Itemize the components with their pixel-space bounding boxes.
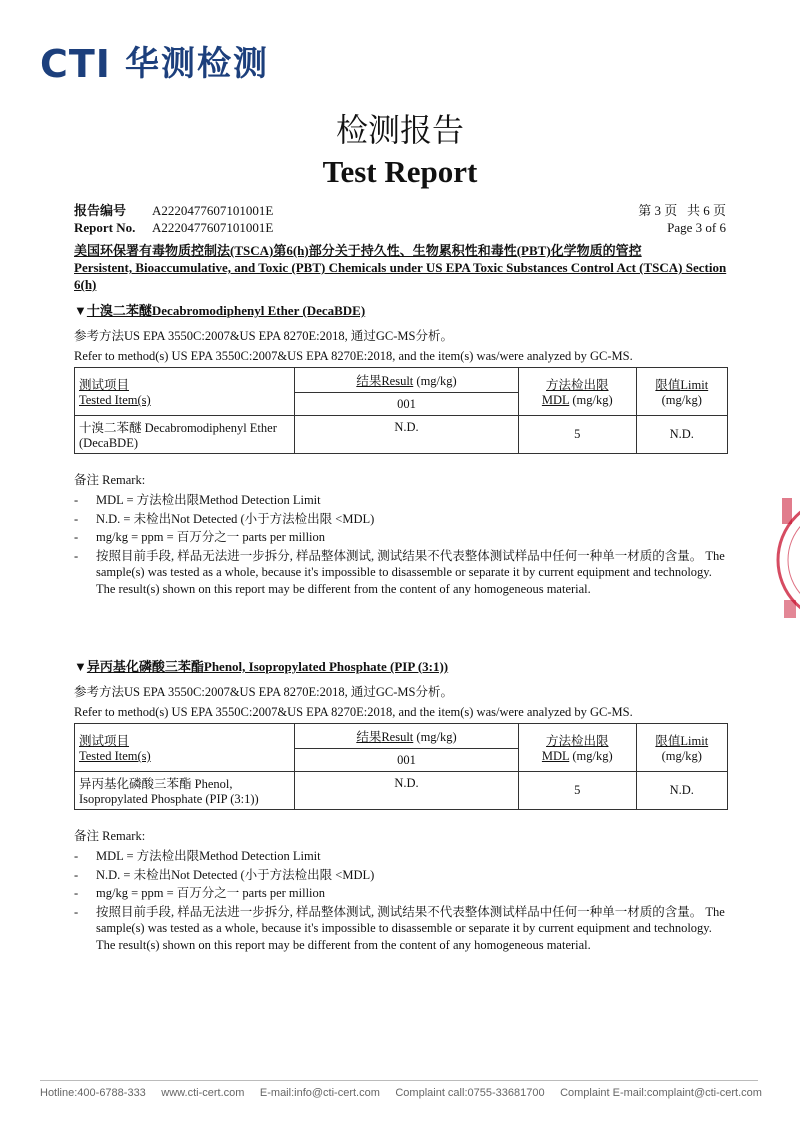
table-row bbox=[75, 772, 728, 810]
remark-label: 备注 Remark: bbox=[74, 829, 146, 843]
logo-latin: CTI bbox=[40, 42, 111, 86]
result-table bbox=[74, 367, 728, 454]
footer-divider bbox=[40, 1080, 758, 1081]
remark-list bbox=[74, 492, 728, 597]
method-en: Refer to method(s) US EPA 3550C:2007&US EPA 8270E:2018, and the item(s) was/were analyzed by GC-MS. bbox=[74, 705, 633, 719]
footer-complaint-call: Complaint call:0755-33681700 bbox=[395, 1087, 545, 1099]
list-item: - MDL = 方法检出限Method Detection Limit bbox=[74, 849, 321, 863]
method-cn: 参考方法US EPA 3550C:2007&US EPA 8270E:2018, 通过GC-MS分析。 bbox=[74, 329, 453, 343]
seal-stamp-icon bbox=[770, 490, 800, 630]
col-mdl: 方法检出限 MDL (mg/kg) bbox=[519, 368, 637, 416]
col-tested-item: 测试项目 Tested Item(s) bbox=[75, 724, 295, 772]
sample-id: 001 bbox=[295, 749, 519, 772]
row-item: 十溴二苯醚 Decabromodiphenyl Ether (DecaBDE) bbox=[75, 416, 295, 454]
list-item: - N.D. = 未检出Not Detected (小于方法检出限 <MDL) bbox=[74, 867, 375, 882]
test-heading bbox=[74, 302, 728, 320]
triangle-icon: ▼ bbox=[74, 303, 87, 318]
method-cn: 参考方法US EPA 3550C:2007&US EPA 8270E:2018, 通过GC-MS分析。 bbox=[74, 685, 453, 699]
test-heading-cn: 十溴二苯醚 bbox=[86, 303, 152, 318]
sample-id: 001 bbox=[295, 393, 519, 416]
report-no-label-cn: 报告编号 bbox=[74, 203, 127, 218]
table-row bbox=[75, 416, 728, 454]
section-title-cn: 美国环保署有毒物质控制法(TSCA)第6(h)部分关于持久性、生物累积性和毒性(PBT)化学物质的管控 bbox=[74, 243, 642, 258]
remark-list bbox=[74, 848, 728, 953]
test-heading-en: Decabromodiphenyl Ether (DecaBDE) bbox=[151, 303, 366, 318]
company-logo bbox=[40, 42, 269, 86]
list-item: - mg/kg = ppm = 百万分之一 parts per million bbox=[74, 886, 326, 900]
report-title-cn: 检测报告 bbox=[335, 111, 464, 149]
report-no-value: A2220477607101001E bbox=[152, 203, 274, 218]
report-number-block bbox=[74, 202, 273, 236]
logo-chinese: 华测检测 bbox=[124, 44, 269, 84]
col-result: 结果Result (mg/kg) bbox=[295, 724, 519, 749]
report-no-value-en: A2220477607101001E bbox=[152, 220, 274, 235]
list-item: - N.D. = 未检出Not Detected (小于方法检出限 <MDL) bbox=[74, 511, 375, 526]
col-limit: 限值Limit (mg/kg) bbox=[636, 724, 727, 772]
footer-website[interactable]: www.cti-cert.com bbox=[161, 1087, 245, 1099]
footer-email[interactable]: E-mail:info@cti-cert.com bbox=[259, 1087, 380, 1099]
report-title-en: Test Report bbox=[322, 154, 478, 189]
page-indicator-en: Page 3 of 6 bbox=[667, 220, 726, 235]
row-limit: N.D. bbox=[636, 416, 727, 454]
col-result: 结果Result (mg/kg) bbox=[295, 368, 519, 393]
test-heading-cn: 异丙基化磷酸三苯酯 bbox=[86, 659, 204, 674]
row-mdl: 5 bbox=[519, 416, 637, 454]
test-heading-en: Phenol, Isopropylated Phosphate (PIP (3:1)) bbox=[203, 659, 449, 674]
report-no-label-en: Report No. bbox=[74, 220, 136, 235]
row-result: N.D. bbox=[295, 772, 519, 810]
result-table bbox=[74, 723, 728, 810]
page-indicator-cn: 第 3 页 共 6 页 bbox=[638, 203, 726, 218]
list-item: - MDL = 方法检出限Method Detection Limit bbox=[74, 493, 321, 507]
row-result: N.D. bbox=[295, 416, 519, 454]
section-title bbox=[74, 242, 730, 293]
test-block-pip bbox=[74, 658, 728, 955]
footer-hotline: Hotline:400-6788-333 bbox=[40, 1087, 146, 1099]
row-mdl: 5 bbox=[519, 772, 637, 810]
footer bbox=[40, 1087, 762, 1099]
triangle-icon: ▼ bbox=[74, 659, 87, 674]
test-heading bbox=[74, 658, 728, 676]
col-mdl: 方法检出限 MDL (mg/kg) bbox=[519, 724, 637, 772]
method-en: Refer to method(s) US EPA 3550C:2007&US EPA 8270E:2018, and the item(s) was/were analyzed by GC-MS. bbox=[74, 349, 633, 363]
row-limit: N.D. bbox=[636, 772, 727, 810]
page-indicator bbox=[560, 202, 726, 236]
list-item: - 按照目前手段, 样品无法进一步拆分, 样品整体测试, 测试结果不代表整体测试样品中任何一种单一材质的含量。 The sample(s) was tested as a whole, because it's impossible to disassemble or separate it by current equipment and technology. The result(s) shown on this report may be different from the content of any homogeneous material. bbox=[74, 548, 725, 596]
list-item: - 按照目前手段, 样品无法进一步拆分, 样品整体测试, 测试结果不代表整体测试样品中任何一种单一材质的含量。 The sample(s) was tested as a whole, because it's impossible to disassemble or separate it by current equipment and technology. The result(s) shown on this report may be different from the content of any homogeneous material. bbox=[74, 904, 725, 952]
footer-complaint-email[interactable]: Complaint E-mail:complaint@cti-cert.com bbox=[560, 1087, 762, 1099]
test-block-decabde bbox=[74, 302, 728, 599]
remark-label: 备注 Remark: bbox=[74, 473, 146, 487]
list-item: - mg/kg = ppm = 百万分之一 parts per million bbox=[74, 530, 326, 544]
row-item: 异丙基化磷酸三苯酯 Phenol, Isopropylated Phosphate (PIP (3:1)) bbox=[75, 772, 295, 810]
col-tested-item: 测试项目 Tested Item(s) bbox=[75, 368, 295, 416]
section-title-en: Persistent, Bioaccumulative, and Toxic (PBT) Chemicals under US EPA Toxic Substances Control Act (TSCA) Section 6(h) bbox=[74, 260, 727, 292]
col-limit: 限值Limit (mg/kg) bbox=[636, 368, 727, 416]
